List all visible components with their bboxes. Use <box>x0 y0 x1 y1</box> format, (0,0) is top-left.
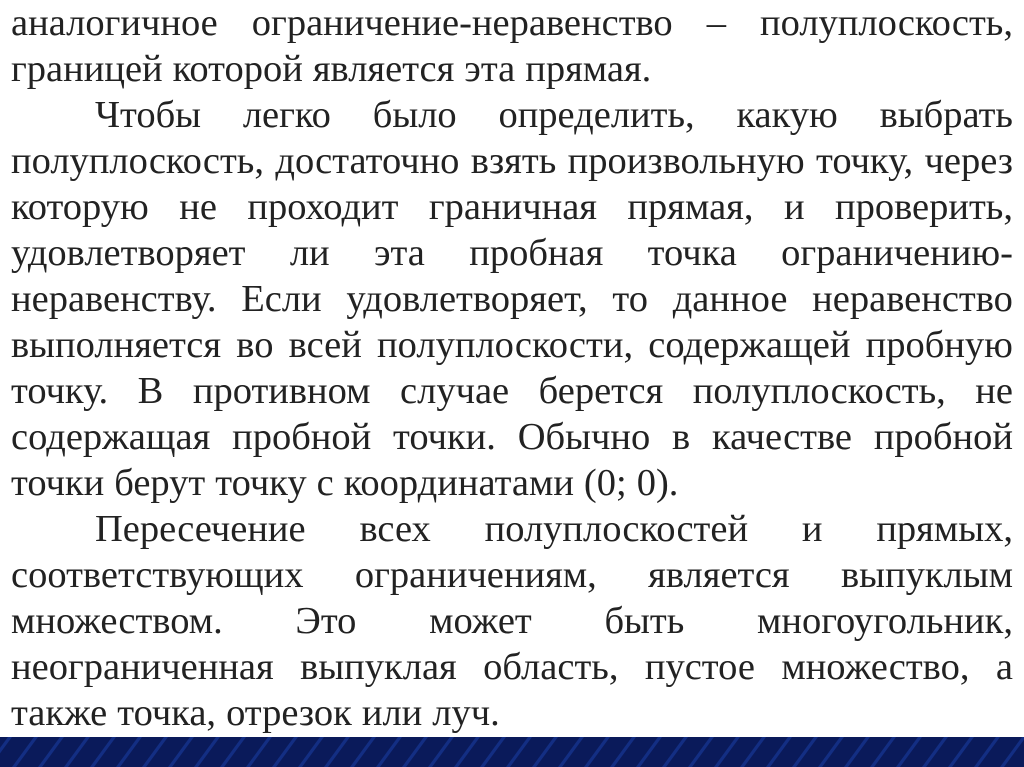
band-stripe <box>948 737 974 767</box>
word: также <box>11 692 108 734</box>
band-stripe <box>688 737 714 767</box>
word: полуплоскость, <box>11 140 264 182</box>
word: точки <box>11 462 105 504</box>
word: эта <box>464 48 516 90</box>
band-stripe <box>974 737 1000 767</box>
word: полуплоскостей <box>484 508 749 550</box>
word: 0). <box>636 462 679 504</box>
text-line <box>11 460 1013 506</box>
word: всей <box>288 324 362 366</box>
word: луч. <box>432 692 500 734</box>
word: или <box>361 692 423 734</box>
text-line <box>11 414 1013 460</box>
word: прямая. <box>525 48 652 90</box>
word: удовлетворяет, <box>346 278 588 320</box>
word: не <box>179 186 217 228</box>
band-stripe <box>766 737 792 767</box>
word: множеством. <box>11 600 223 642</box>
text-line <box>11 230 1013 276</box>
band-stripe <box>844 737 870 767</box>
band-stripe <box>428 737 454 767</box>
word: координатами <box>343 462 574 504</box>
text-line <box>11 552 1013 598</box>
band-stripe <box>194 737 220 767</box>
word: границей <box>11 48 163 90</box>
word: то <box>612 278 648 320</box>
word: удовлетворяет <box>11 232 246 274</box>
word: – <box>706 2 726 44</box>
word: может <box>429 600 532 642</box>
band-stripe <box>662 737 688 767</box>
text-line <box>11 0 1013 46</box>
word: выбрать <box>879 94 1013 136</box>
band-stripe <box>116 737 142 767</box>
band-stripe <box>480 737 506 767</box>
word: область, <box>483 646 619 688</box>
word: легко <box>242 94 331 136</box>
band-stripe <box>792 737 818 767</box>
band-stripe <box>220 737 246 767</box>
band-stripe <box>922 737 948 767</box>
word: пустое <box>644 646 755 688</box>
word: пробной <box>873 416 1013 458</box>
word: точки. <box>393 416 496 458</box>
text-line <box>11 138 1013 184</box>
band-stripe <box>454 737 480 767</box>
word: Если <box>241 278 322 320</box>
word: точку, <box>816 140 914 182</box>
bottom-band-stripes <box>0 737 1024 767</box>
word: прямых, <box>876 508 1013 550</box>
band-stripe <box>168 737 194 767</box>
band-stripe <box>0 737 12 767</box>
paragraph <box>11 92 1013 506</box>
band-stripe <box>896 737 922 767</box>
word: эта <box>373 232 425 274</box>
text-line <box>11 506 1013 552</box>
word: Обычно <box>517 416 651 458</box>
text-line <box>11 322 1013 368</box>
word: ограничению- <box>781 232 1013 274</box>
paragraph <box>11 506 1013 736</box>
word: полуплоскость, <box>692 370 946 412</box>
word: противном <box>192 370 371 412</box>
word: полуплоскость, <box>760 2 1013 44</box>
word: в <box>672 416 691 458</box>
word: произвольную <box>567 140 805 182</box>
text-line <box>11 690 1013 736</box>
word: было <box>372 94 457 136</box>
word: прямая, <box>627 186 754 228</box>
band-stripe <box>558 737 584 767</box>
word: какую <box>736 94 838 136</box>
word: пробная <box>469 232 604 274</box>
text-line <box>11 46 1013 92</box>
word: пробную <box>865 324 1013 366</box>
word: и <box>801 508 823 550</box>
text-line <box>11 368 1013 414</box>
band-stripe <box>740 737 766 767</box>
word: содержащей <box>648 324 851 366</box>
word: точка <box>647 232 737 274</box>
band-stripe <box>636 737 662 767</box>
text-line <box>11 184 1013 230</box>
word: проходит <box>247 186 399 228</box>
word: множество, <box>781 646 970 688</box>
word: через <box>924 140 1013 182</box>
word: выпуклым <box>840 554 1013 596</box>
word: случае <box>400 370 510 412</box>
word: выпуклая <box>300 646 457 688</box>
band-stripe <box>402 737 428 767</box>
band-stripe <box>272 737 298 767</box>
word: Чтобы <box>95 94 202 136</box>
word: определить, <box>498 94 695 136</box>
word: аналогичное <box>11 2 218 44</box>
word: точку <box>215 462 307 504</box>
word: является <box>648 554 790 596</box>
band-stripe <box>870 737 896 767</box>
word: которой <box>172 48 303 90</box>
band-stripe <box>584 737 610 767</box>
word: во <box>236 324 274 366</box>
word: качестве <box>711 416 853 458</box>
word: ли <box>289 232 330 274</box>
word: точку. <box>11 370 109 412</box>
band-stripe <box>324 737 350 767</box>
word: Это <box>295 600 357 642</box>
word: не <box>975 370 1013 412</box>
word: данное <box>672 278 788 320</box>
word: ограничение-неравенство <box>251 2 673 44</box>
word: а <box>995 646 1013 688</box>
word: содержащая <box>11 416 211 458</box>
word: выполняется <box>11 324 222 366</box>
word: соответствующих <box>11 554 304 596</box>
word: с <box>316 462 334 504</box>
band-stripe <box>298 737 324 767</box>
band-stripe <box>350 737 376 767</box>
word: Пересечение <box>95 508 306 550</box>
word: достаточно <box>275 140 460 182</box>
word: быть <box>604 600 685 642</box>
word: является <box>312 48 455 90</box>
band-stripe <box>376 737 402 767</box>
band-stripe <box>90 737 116 767</box>
word: отрезок <box>226 692 352 734</box>
word: берут <box>114 462 206 504</box>
word: пробной <box>232 416 372 458</box>
word: неравенству. <box>11 278 217 320</box>
text-line <box>11 92 1013 138</box>
decorative-bottom-band <box>0 737 1024 767</box>
band-stripe <box>714 737 740 767</box>
word: и <box>783 186 805 228</box>
band-stripe <box>142 737 168 767</box>
word: берется <box>538 370 664 412</box>
text-line <box>11 644 1013 690</box>
word: неограниченная <box>11 646 274 688</box>
band-stripe <box>38 737 64 767</box>
band-stripe <box>1000 737 1024 767</box>
word: точка, <box>117 692 217 734</box>
band-stripe <box>246 737 272 767</box>
word: неравенство <box>812 278 1013 320</box>
word: которую <box>11 186 149 228</box>
word: многоугольник, <box>756 600 1013 642</box>
band-stripe <box>64 737 90 767</box>
word: полуплоскости, <box>377 324 634 366</box>
band-stripe <box>818 737 844 767</box>
band-stripe <box>610 737 636 767</box>
word: ограничениям, <box>354 554 597 596</box>
band-stripe <box>12 737 38 767</box>
slide-text-body <box>11 0 1013 736</box>
word: всех <box>359 508 431 550</box>
word: В <box>137 370 164 412</box>
word: граничная <box>428 186 597 228</box>
word: (0; <box>583 462 627 504</box>
text-line <box>11 598 1013 644</box>
paragraph <box>11 0 1013 92</box>
band-stripe <box>506 737 532 767</box>
word: проверить, <box>834 186 1013 228</box>
band-stripe <box>532 737 558 767</box>
word: взять <box>470 140 557 182</box>
text-line <box>11 276 1013 322</box>
